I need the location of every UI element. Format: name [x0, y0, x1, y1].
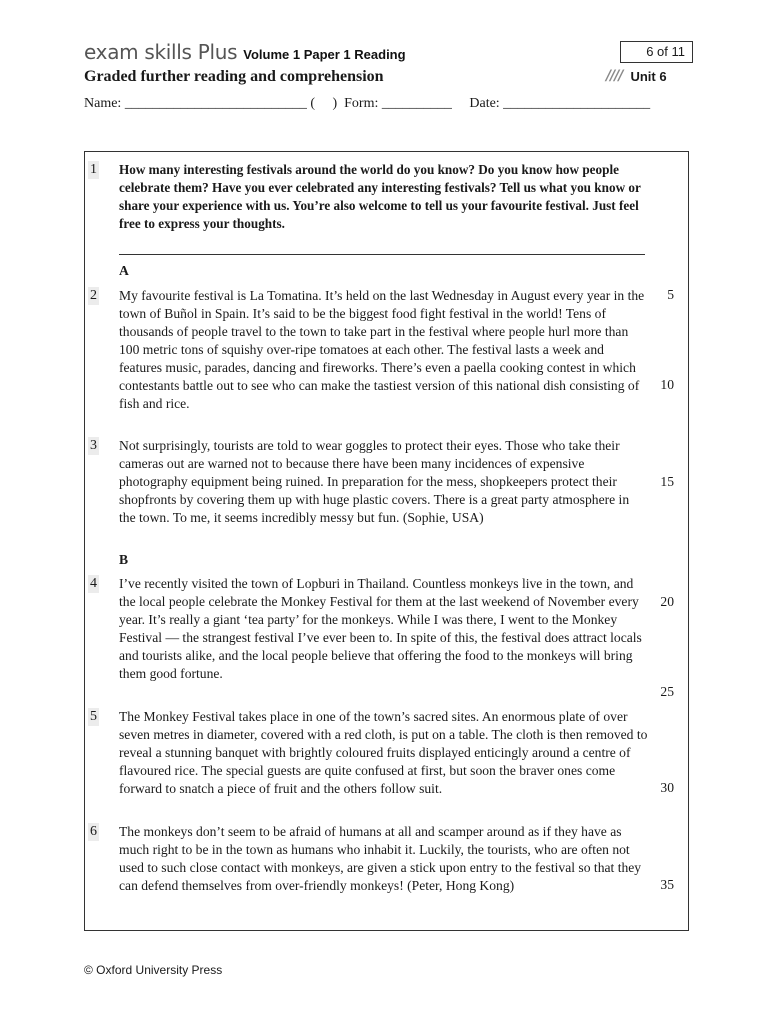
section-label-b: B — [119, 552, 129, 567]
line-number: 35 — [660, 877, 674, 892]
student-info-line: Name: __________________________ ( ) Form: __________ Date: _____________________ — [84, 96, 651, 111]
paragraph-number: 2 — [90, 288, 97, 303]
paragraph-text: Not surprisingly, tourists are told to wear goggles to protect their eyes. Those who take their cameras out are warned not to because there have been many incidences of expensive photography equipment being ruined. In preparation for the mess, shopkeepers protect their shopfronts by covering them up with huge plastic covers. There is a great party atmosphere in the town. To me, it seems incredibly messy but fun. (Sophie, USA) — [119, 438, 630, 525]
line-number: 20 — [660, 594, 674, 609]
page-subtitle: Graded further reading and comprehension — [84, 68, 384, 85]
line-number: 25 — [660, 684, 674, 699]
paragraph-number: 6 — [90, 824, 97, 839]
paragraph-number: 3 — [90, 438, 97, 453]
paragraph-text: The Monkey Festival takes place in one of the town’s sacred sites. An enormous plate of over seven metres in diameter, covered with a red cloth, is put on a table. The cloth is then removed to reveal a stunning banquet with brightly coloured fruits displayed enticingly around a centre of flavoured rice. The special guests are quite confused at first, but soon the braver ones come forward to snatch a piece of fruit and the others follow suit. — [119, 709, 648, 796]
header-brand — [84, 40, 406, 64]
paragraph-number: 5 — [90, 709, 97, 724]
page-indicator: 6 of 11 — [620, 41, 693, 63]
unit-slashes-icon: //// — [606, 68, 623, 84]
volume-label: Volume 1 Paper 1 Reading — [243, 47, 406, 62]
answer-line — [119, 254, 645, 255]
brand-logo: exam skills Plus — [84, 40, 238, 64]
section-label-a: A — [119, 263, 129, 278]
paragraph-text: I’ve recently visited the town of Lopburi in Thailand. Countless monkeys live in the town, and the local people celebrate the Monkey Festival for them at the last weekend of November every year. It’s really a giant ‘tea party’ for the monkeys. While I was there, I went to the Monkey Festival — the strangest festival I’ve ever been to. In spite of this, the festival does attract locals and tourists alike, and the local people believe that offering the food to the monkeys will bring them good fortune. — [119, 576, 642, 681]
line-number: 30 — [660, 780, 674, 795]
line-number: 15 — [660, 474, 674, 489]
paragraph-number: 1 — [90, 162, 97, 177]
unit-badge — [606, 68, 667, 84]
paragraph-number: 4 — [90, 576, 97, 591]
line-number: 5 — [667, 287, 674, 302]
paragraph-text: My favourite festival is La Tomatina. It’s held on the last Wednesday in August every year in the town of Buñol in Spain. It’s said to be the biggest food fight festival in the world! Tens of thousands of people travel to the town to take part in the festival where people hurl more than 100 metric tons of squishy over-ripe tomatoes at each other. The festival lasts a week and features music, parades, dancing and fireworks. There’s even a paella cooking contest in which contestants battle out to see who can make the tastiest version of this national dish consisting of fish and rice. — [119, 288, 645, 411]
reading-frame — [84, 151, 689, 931]
paragraph-text: The monkeys don’t seem to be afraid of humans at all and scamper around as if they have as much right to be in the town as humans who inhabit it. Luckily, the tourists, who are often not used to such close contact with monkeys, are given a stick upon entry to the festival so that they can defend themselves from over-friendly monkeys! (Peter, Hong Kong) — [119, 824, 642, 893]
copyright-footer: © Oxford University Press — [84, 963, 223, 977]
unit-label: Unit 6 — [630, 68, 667, 84]
line-number: 10 — [660, 377, 674, 392]
question-text: How many interesting festivals around the world do you know? Do you know how people celebrate them? Have you ever celebrated any interesting festivals? Tell us what you know or share your experience with us. You’re also welcome to tell us your favourite festival. Just feel free to express your thoughts. — [119, 162, 641, 231]
